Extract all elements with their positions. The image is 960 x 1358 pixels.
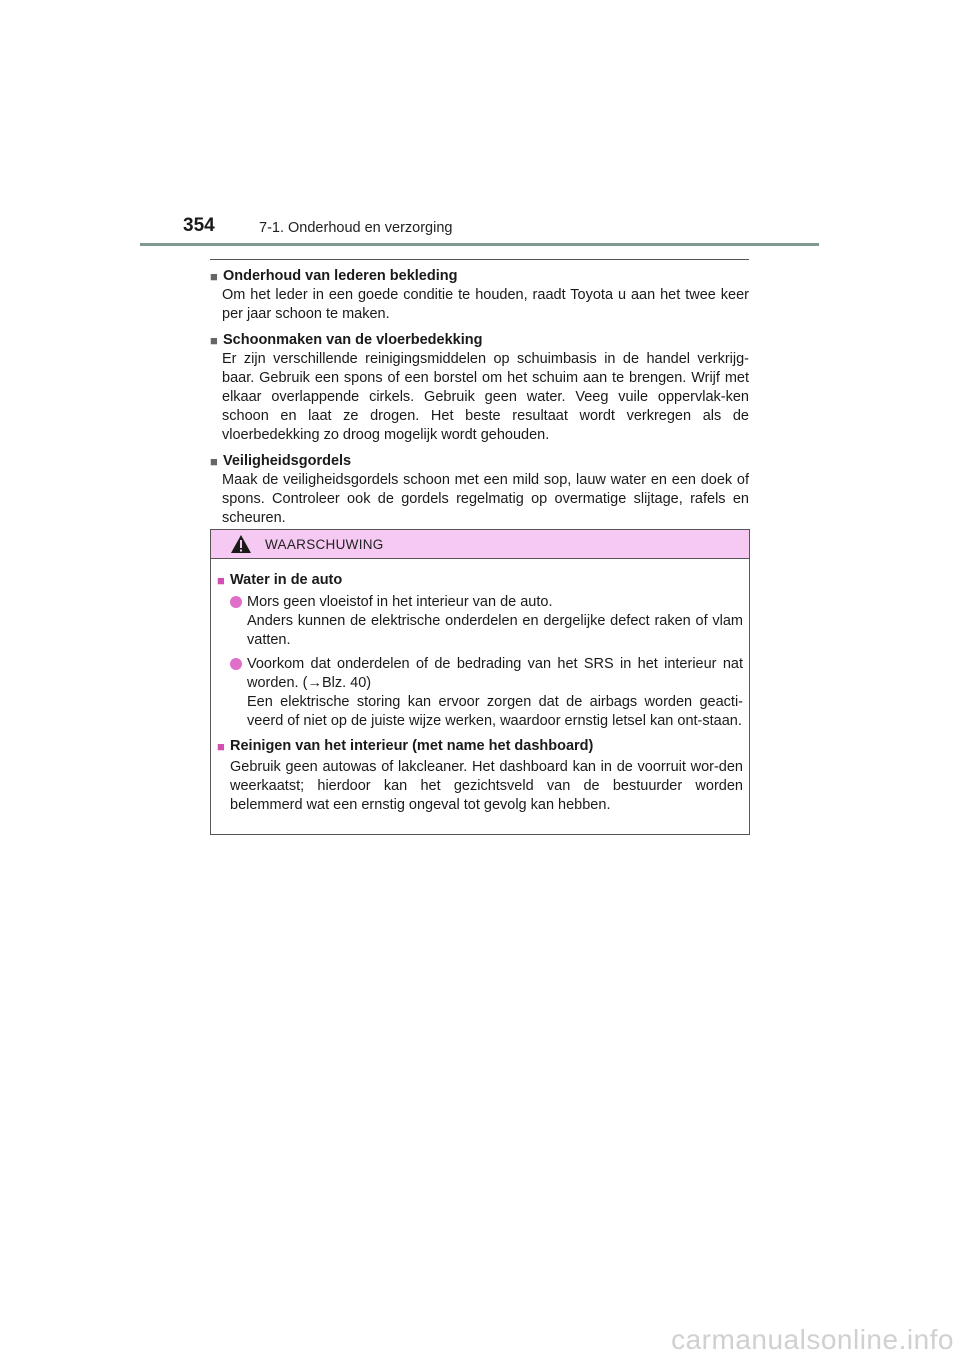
warning-item-text bbox=[247, 655, 743, 731]
circle-bullet-icon bbox=[230, 596, 242, 608]
warning-section-title-text: Water in de auto bbox=[230, 572, 343, 588]
section-title bbox=[210, 331, 749, 350]
warning-item-line: Voorkom dat onderdelen of de bedrading van het SRS in het interieur nat worden. (→Blz. 40) bbox=[247, 656, 743, 691]
section-body: Er zijn verschillende reinigingsmiddelen op schuimbasis in de handel verkrijg-baar. Gebruik een spons of een borstel om het schuim aan te brengen. Wrijf met elkaar overlappende cirkels. Gebruik geen water. Veeg vuile oppervlak-ken schoon en laat ze drogen. Het beste resultaat wordt verkregen als de vloerbedekking zo droog mogelijk wordt gehouden. bbox=[222, 351, 749, 443]
main-content bbox=[210, 259, 749, 535]
section-title bbox=[210, 452, 749, 471]
warning-section-body: Gebruik geen autowas of lakcleaner. Het dashboard kan in de voorruit wor-den weerkaatst; hierdoor kan het gezichtsveld van de bestuurder worden belemmerd wat een ernstig ongeval tot gevolg kan hebben. bbox=[230, 759, 743, 813]
warning-section-title-text: Reinigen van het interieur (met name het dashboard) bbox=[230, 738, 594, 754]
chapter-title: 7-1. Onderhoud en verzorging bbox=[259, 220, 453, 236]
section-body: Maak de veiligheidsgordels schoon met een mild sop, lauw water en een doek of spons. Controleer ook de gordels regelmatig op overmatige slijtage, rafels en scheuren. bbox=[222, 472, 749, 526]
warning-title: WAARSCHUWING bbox=[265, 536, 384, 552]
square-bullet-icon: ■ bbox=[217, 573, 225, 588]
warning-box bbox=[210, 529, 750, 835]
watermark-text: carmanualsonline.info bbox=[671, 1324, 954, 1355]
section-title bbox=[210, 267, 749, 286]
section-seatbelts bbox=[210, 452, 749, 528]
header-rule bbox=[140, 243, 819, 246]
warning-item bbox=[230, 655, 743, 731]
warning-section-title bbox=[217, 737, 743, 756]
page-number: 354 bbox=[183, 215, 215, 236]
warning-section-water bbox=[217, 571, 743, 731]
square-bullet-icon: ■ bbox=[210, 333, 218, 348]
warning-item bbox=[230, 593, 743, 650]
square-bullet-icon: ■ bbox=[210, 269, 218, 284]
section-leather-care bbox=[210, 267, 749, 324]
section-title-text: Veiligheidsgordels bbox=[223, 453, 352, 469]
warning-item-line: Anders kunnen de elektrische onderdelen en dergelijke defect raken of vlam vatten. bbox=[247, 613, 743, 648]
warning-header bbox=[211, 530, 749, 559]
section-title-text: Schoonmaken van de vloerbedekking bbox=[223, 332, 483, 348]
square-bullet-icon: ■ bbox=[217, 739, 225, 754]
circle-bullet-icon bbox=[230, 658, 242, 670]
warning-body bbox=[211, 559, 749, 815]
warning-item-text bbox=[247, 593, 743, 650]
section-title-text: Onderhoud van lederen bekleding bbox=[223, 268, 458, 284]
warning-item-line: Een elektrische storing kan ervoor zorgen dat de airbags worden geacti-veerd of niet op de juiste wijze werken, waardoor ernstig letsel kan ont-staan. bbox=[247, 694, 743, 729]
square-bullet-icon: ■ bbox=[210, 454, 218, 469]
warning-item-line: Mors geen vloeistof in het interieur van de auto. bbox=[247, 594, 553, 610]
warning-section-interior bbox=[217, 737, 743, 815]
warning-section-title bbox=[217, 571, 743, 590]
section-body: Om het leder in een goede conditie te houden, raadt Toyota u aan het twee keer per jaar schoon te maken. bbox=[222, 287, 749, 322]
section-carpet-cleaning bbox=[210, 331, 749, 445]
warning-triangle-icon bbox=[230, 534, 252, 554]
